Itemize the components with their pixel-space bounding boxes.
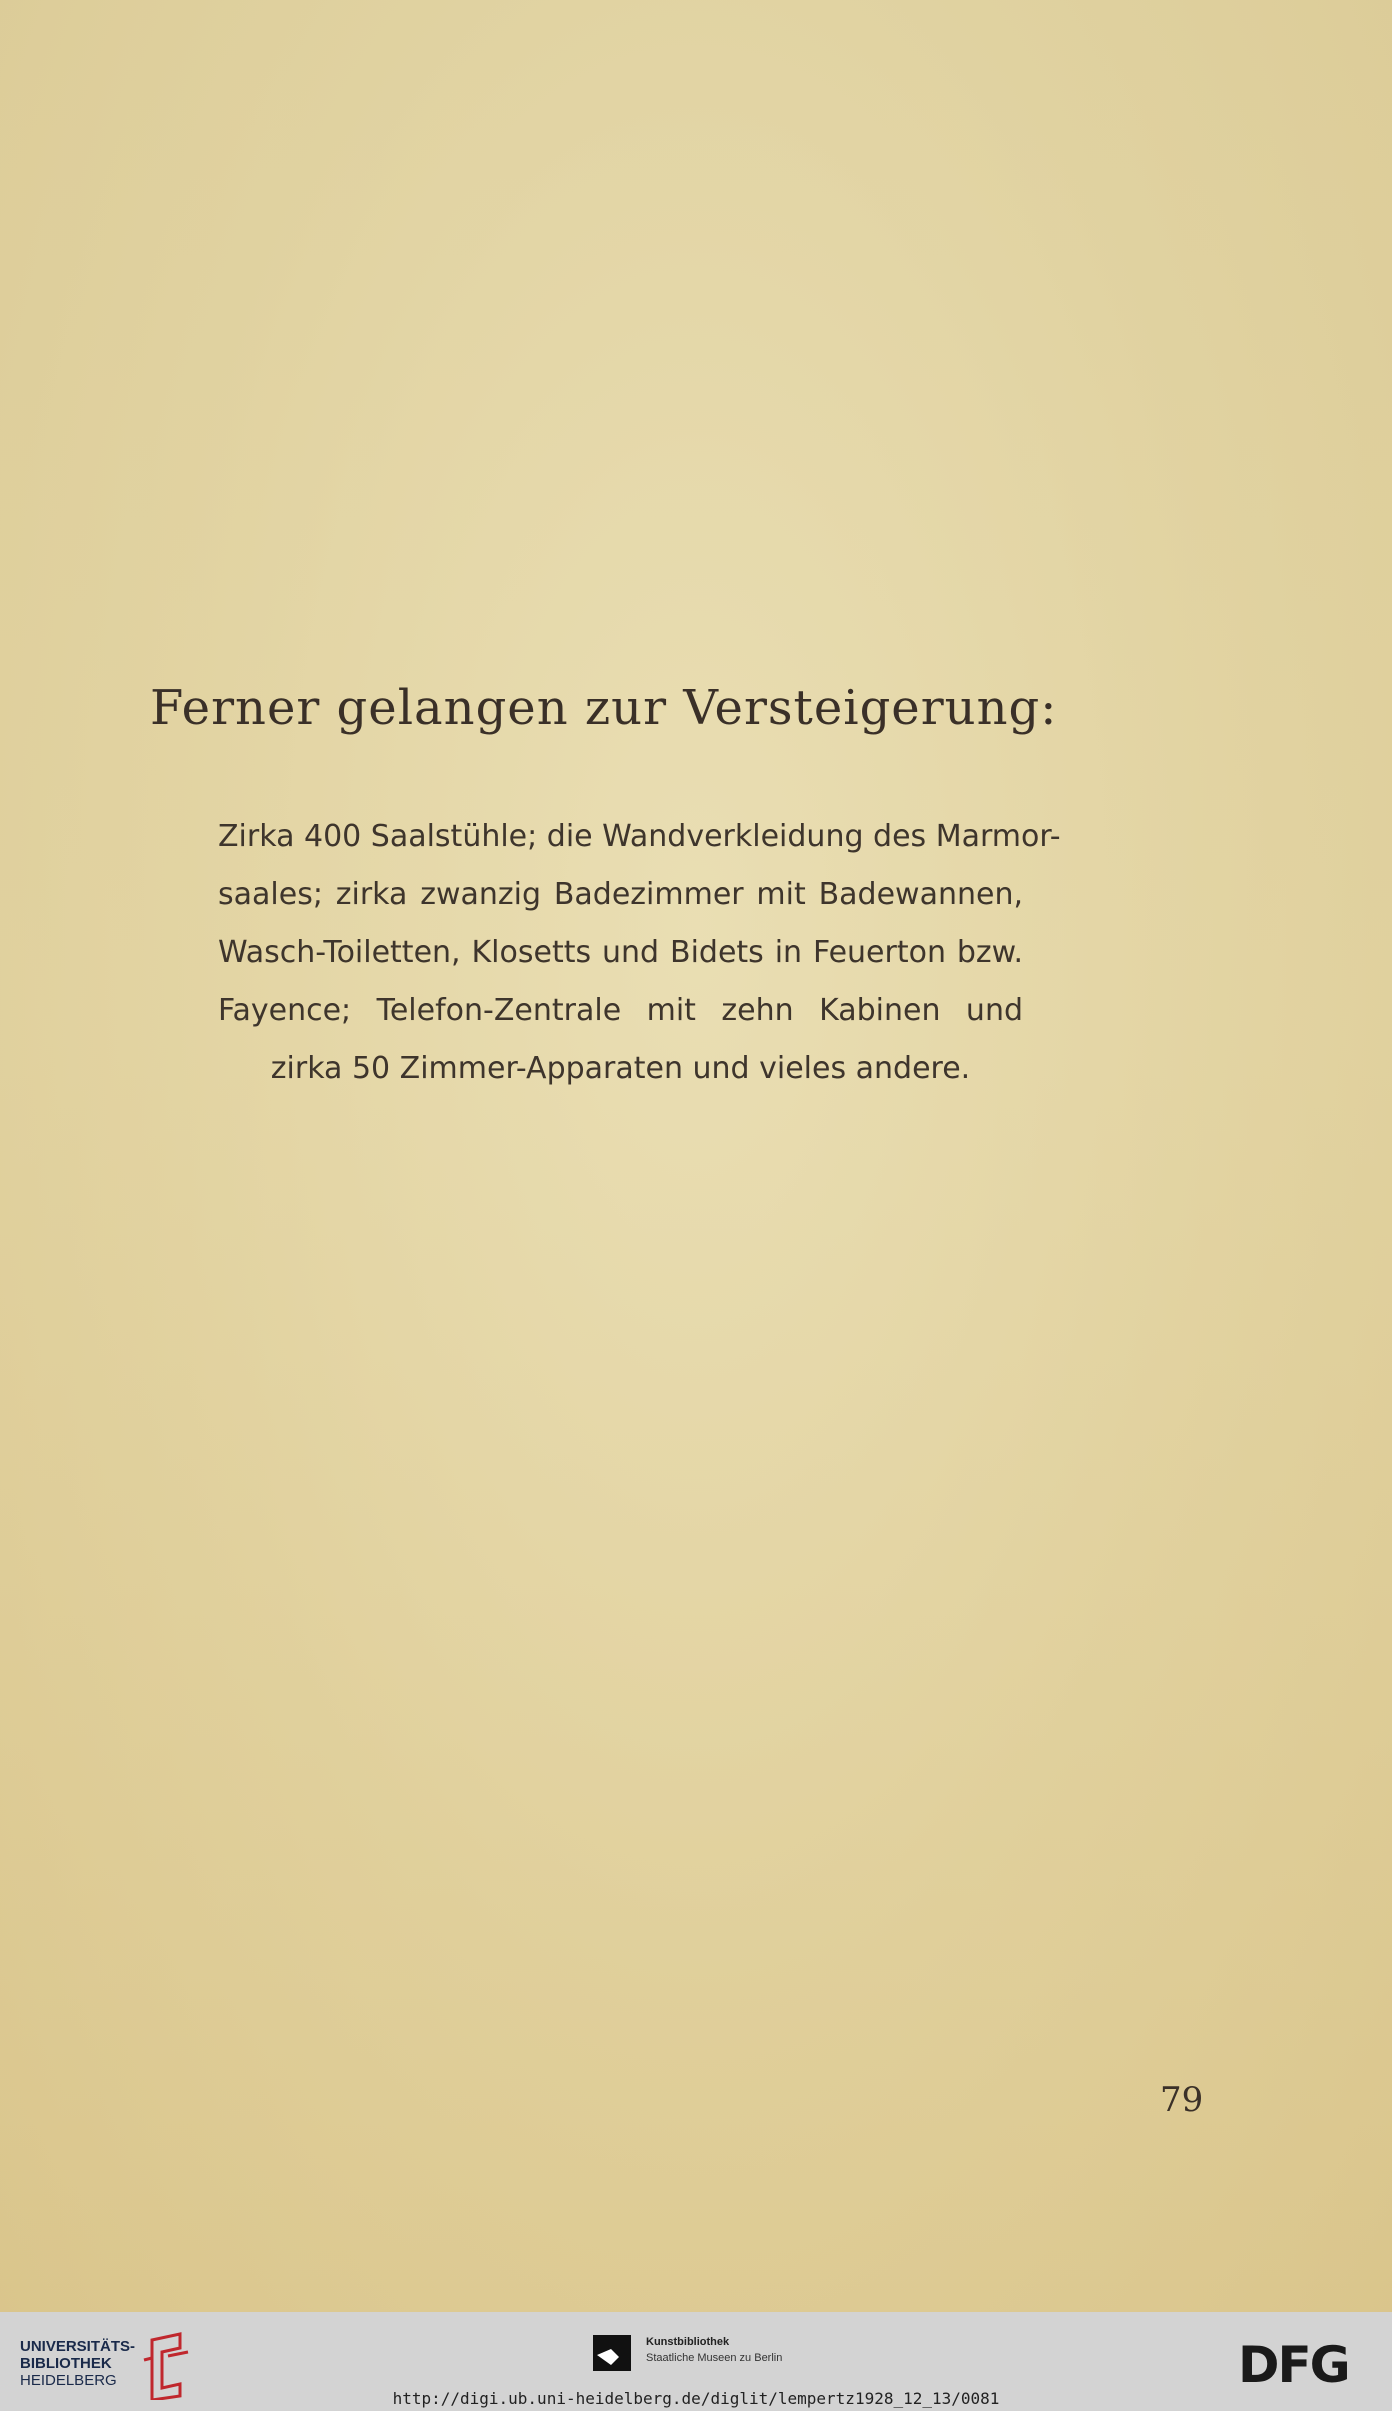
kunstbibliothek-subtitle: Staatliche Museen zu Berlin: [646, 2352, 783, 2364]
paragraph-line: Zirka 400 Saalstühle; die Wandverkleidung des Marmor-: [218, 819, 1061, 854]
paragraph-line: saales; zirka zwanzig Badezimmer mit Badewannen,: [218, 877, 1023, 912]
footer-bar: [0, 2312, 1392, 2411]
kunstbibliothek-icon: [593, 2335, 631, 2371]
body-paragraph: [218, 808, 1061, 1098]
paragraph-line: Wasch-Toiletten, Klosetts und Bidets in Feuerton bzw.: [218, 935, 1023, 970]
dfg-logo[interactable]: DFG: [1238, 2336, 1349, 2394]
paragraph-line: Fayence; Telefon-Zentrale mit zehn Kabinen und: [218, 993, 1023, 1028]
page-title: Ferner gelangen zur Versteigerung:: [150, 680, 1058, 736]
permalink-url[interactable]: http://digi.ub.uni-heidelberg.de/diglit/lempertz1928_12_13/0081: [392, 2389, 1000, 2408]
university-library-name: [20, 2338, 135, 2389]
uni-name-line2: BIBLIOTHEK: [20, 2355, 112, 2372]
paragraph-line: zirka 50 Zimmer-Apparaten und vieles andere.: [270, 1051, 971, 1086]
kunstbibliothek-name: Kunstbibliothek: [646, 2336, 730, 2348]
uni-name-line1: UNIVERSITÄTS-: [20, 2338, 136, 2355]
page-number: 79: [1160, 2080, 1204, 2120]
kunstbibliothek-logo[interactable]: [590, 2332, 850, 2372]
uni-name-line3: HEIDELBERG: [20, 2372, 117, 2389]
